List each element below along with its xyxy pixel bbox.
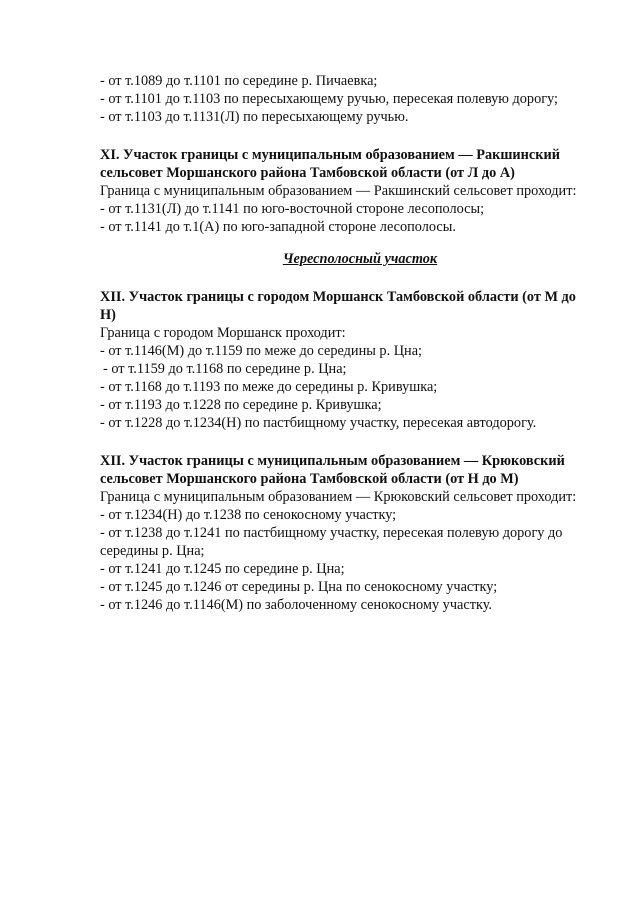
block-continuation: [100, 72, 620, 126]
section-heading: сельсовет Моршанского района Тамбовской области (от Н до М): [100, 471, 519, 487]
boundary-line: - от т.1193 до т.1228 по середине р. Кривушка;: [100, 397, 382, 413]
section-heading: сельсовет Моршанского района Тамбовской области (от Л до А): [100, 165, 515, 181]
section-11: [100, 146, 620, 236]
boundary-line: - от т.1089 до т.1101 по середине р. Пичаевка;: [100, 73, 378, 89]
boundary-line: - от т.1238 до т.1241 по пастбищному участку, пересекая полевую дорогу до: [100, 525, 563, 541]
section-heading: XI. Участок границы с муниципальным образованием — Ракшинский: [100, 147, 560, 163]
section-heading: XII. Участок границы с городом Моршанск Тамбовской области (от М до: [100, 289, 576, 305]
section-intro: Граница с городом Моршанск проходит:: [100, 325, 346, 341]
boundary-line: - от т.1245 до т.1246 от середины р. Цна по сенокосному участку;: [100, 579, 498, 595]
boundary-line: - от т.1228 до т.1234(Н) по пастбищному участку, пересекая автодорогу.: [100, 415, 537, 431]
boundary-line: - от т.1146(М) до т.1159 по меже до середины р. Цна;: [100, 343, 423, 359]
section-12b: [100, 452, 620, 614]
section-intro: Граница с муниципальным образованием — Крюковский сельсовет проходит:: [100, 489, 577, 505]
section-12a: [100, 288, 620, 432]
boundary-line: - от т.1168 до т.1193 по меже до середины р. Кривушка;: [100, 379, 438, 395]
boundary-line: - от т.1241 до т.1245 по середине р. Цна;: [100, 561, 345, 577]
boundary-line: - от т.1159 до т.1168 по середине р. Цна;: [103, 361, 347, 377]
boundary-line: - от т.1234(Н) до т.1238 по сенокосному участку;: [100, 507, 397, 523]
boundary-line: - от т.1141 до т.1(А) по юго-западной стороне лесополосы.: [100, 219, 456, 235]
document-page: [100, 72, 620, 614]
section-heading: Н): [100, 307, 116, 323]
interstrip-title: Чересполосный участок: [282, 251, 438, 267]
boundary-line: середины р. Цна;: [100, 543, 205, 559]
boundary-line: - от т.1131(Л) до т.1141 по юго-восточной стороне лесополосы;: [100, 201, 485, 217]
boundary-line: - от т.1101 до т.1103 по пересыхающему ручью, пересекая полевую дорогу;: [100, 91, 559, 107]
section-heading: XII. Участок границы с муниципальным образованием — Крюковский: [100, 453, 565, 469]
section-intro: Граница с муниципальным образованием — Ракшинский сельсовет проходит:: [100, 183, 577, 199]
boundary-line: - от т.1103 до т.1131(Л) по пересыхающему ручью.: [100, 109, 409, 125]
boundary-line: - от т.1246 до т.1146(М) по заболоченному сенокосному участку.: [100, 597, 492, 613]
